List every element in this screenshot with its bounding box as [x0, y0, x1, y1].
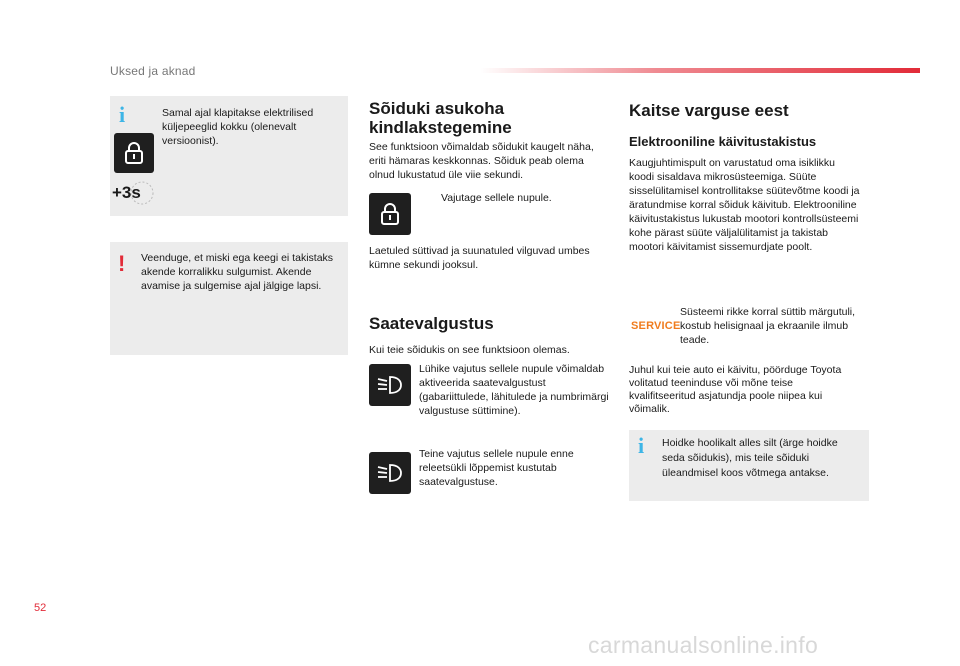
info-icon: i	[638, 433, 645, 458]
warning-icon: !	[118, 251, 126, 276]
lock-button-icon-locate	[369, 193, 411, 235]
locate-title	[369, 99, 609, 137]
warning-box-text: Veenduge, et miski ega keegi ei takistaks akende korralikku sulgumist. Akende avamise ja sulgemise ajal jälgige lapsi.	[141, 252, 334, 292]
second-press-text: Teine vajutus sellele nupule enne releetsükli lõppemist kustutab saatevalgustuse.	[419, 448, 574, 488]
antitheft-title: Kaitse varguse eest	[629, 101, 789, 120]
locate-title-line2: kindlakstegemine	[369, 118, 512, 137]
locate-intro: See funktsioon võimaldab sõidukit kaugelt näha, eriti hämaras keskkonnas. Sõiduk peab olema olnud lukustatud üle viie sekundi.	[369, 141, 594, 181]
immobilizer-paragraph: Kaugjuhtimispult on varustatud oma isiklikku koodi sisaldava mikrosüsteemiga. Süüte sisselülitamisel kontrollitakse süütevõtme koodi ja äratundmise korral sõiduk käivitub. Elektrooniline käivitustakistus lukustab mootori kontrollsüsteemi kohe pärast süüte väljalülitamist ja takistab mootori käivitamist sissemurdjate poolt.	[629, 157, 860, 253]
watermark: carmanualsonline.info	[588, 632, 819, 658]
lock-button-icon	[114, 133, 154, 173]
info-box-mirrors	[110, 96, 348, 216]
locate-after-text: Laetuled süttivad ja suunatuled vilguvad umbes kümne sekundi jooksul.	[369, 245, 590, 271]
page-number: 52	[34, 602, 47, 614]
short-press-text: Lühike vajutus sellele nupule võimaldab aktiveerida saatevalgustust (gabariittulede, lähitulede ja numbrimärgi valgustuse süttimine).	[419, 363, 609, 417]
padlock-icon	[123, 141, 145, 165]
info-icon: i	[119, 102, 126, 127]
header-accent-bar	[480, 68, 920, 73]
guide-lights-title: Saatevalgustus	[369, 314, 494, 333]
headlight-button-icon-second	[369, 452, 411, 494]
info-box-key-text: Hoidke hoolikalt alles silt (ärge hoidke seda sõidukis), mis teile sõiduki üleandmisel koos võtmega antakse.	[662, 437, 838, 479]
locate-bullet-text: Vajutage sellele nupule.	[441, 192, 552, 204]
info-box-key-label	[629, 430, 869, 501]
service-warning-icon: SERVICE	[631, 320, 681, 332]
immobilizer-subtitle: Elektrooniline käivitustakistus	[629, 134, 817, 149]
warning-box-windows	[110, 242, 348, 355]
section-title: Uksed ja aknad	[110, 64, 196, 78]
guide-lights-intro: Kui teie sõidukis on see funktsioon olemas.	[369, 344, 570, 356]
headlight-icon	[376, 375, 404, 395]
service-text: Süsteemi rikke korral süttib märgutuli, kostub helisignaal ja ekraanile ilmub teade.	[680, 306, 856, 346]
timer-label: +3s	[112, 183, 141, 202]
timer-badge	[112, 180, 156, 206]
locate-title-line1: Sõiduki asukoha	[369, 99, 505, 118]
headlight-button-icon-short	[369, 364, 411, 406]
headlight-icon	[376, 463, 404, 483]
info-box-text: Samal ajal klapitakse elektrilised küljepeeglid kokku (olenevalt versioonist).	[162, 107, 314, 147]
padlock-icon	[379, 202, 401, 226]
start-fail-text: Juhul kui teie auto ei käivitu, pöörduge Toyota volitatud teeninduse või mõne teise kvalifitseeritud asjatundja poole niipea kui võimalik.	[629, 364, 842, 415]
